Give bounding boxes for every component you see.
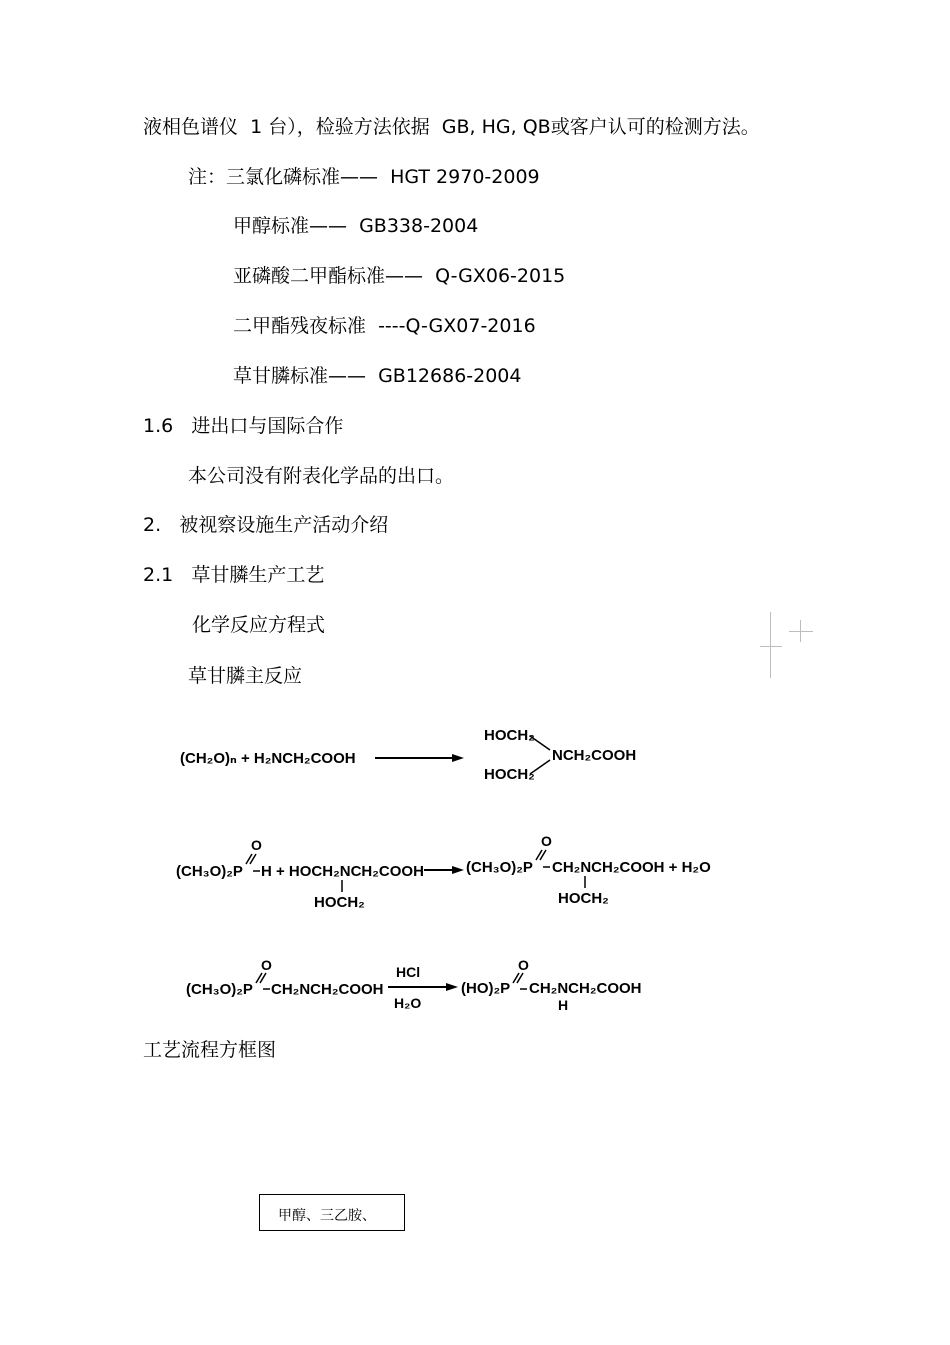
reaction-2-o-label: O bbox=[251, 837, 262, 853]
reaction-3-product-o: O bbox=[518, 957, 529, 973]
reaction-3-reactant-b: CH₂NCH₂COOH bbox=[271, 981, 384, 998]
flow-diagram-heading: 工艺流程方框图 bbox=[143, 1039, 277, 1061]
section-heading-2: 2. 被视察设施生产活动介绍 bbox=[143, 514, 389, 536]
reaction-3-product-sub: H bbox=[558, 997, 569, 1013]
main-reaction-heading: 草甘膦主反应 bbox=[188, 665, 303, 687]
crop-mark bbox=[789, 631, 813, 632]
reaction-3-below-arrow: H₂O bbox=[394, 995, 422, 1011]
dimethyl-phosphite-standard: 亚磷酸二甲酯标准—— Q-GX06-2015 bbox=[233, 265, 566, 287]
reaction-1 bbox=[170, 718, 660, 790]
section-heading-2-1: 2.1 草甘膦生产工艺 bbox=[143, 564, 325, 586]
reaction-2-reactant-b: H + HOCH₂NCH₂COOH bbox=[261, 863, 424, 880]
reaction-3 bbox=[180, 955, 660, 1017]
reaction-1-product-mid: NCH₂COOH bbox=[552, 747, 637, 764]
reaction-3-product-a: (HO)₂P bbox=[461, 980, 511, 997]
reaction-2-product-a: (CH₃O)₂P bbox=[466, 859, 533, 876]
flow-box-methanol bbox=[259, 1194, 405, 1231]
reaction-3-o-label: O bbox=[261, 957, 272, 973]
text-line-1: 液相色谱仪 1 台），检验方法依据 GB, HG, QB或客户认可的检测方法。 bbox=[143, 116, 760, 138]
reaction-2-reactant-a: (CH₃O)₂P bbox=[176, 863, 243, 880]
reaction-2-reactant-sub: HOCH₂ bbox=[314, 894, 365, 911]
section-heading-1-6: 1.6 进出口与国际合作 bbox=[143, 415, 344, 437]
reaction-3-product-b: CH₂NCH₂COOH bbox=[529, 980, 642, 997]
crop-mark bbox=[760, 646, 782, 647]
reaction-2-product-b: CH₂NCH₂COOH + H₂O bbox=[552, 859, 711, 876]
reaction-3-above-arrow: HCl bbox=[396, 964, 421, 980]
reaction-1-reactant: (CH₂O)ₙ + H₂NCH₂COOH bbox=[180, 750, 356, 767]
reaction-3-reactant-a: (CH₃O)₂P bbox=[186, 981, 253, 998]
reaction-1-arrowhead bbox=[452, 754, 464, 762]
reaction-2 bbox=[170, 832, 730, 916]
reaction-2-product-sub: HOCH₂ bbox=[558, 890, 609, 907]
residue-standard: 二甲酯残夜标准 ----Q-GX07-2016 bbox=[233, 315, 536, 337]
chem-equation-heading: 化学反应方程式 bbox=[192, 614, 326, 636]
glyphosate-standard: 草甘膦标准—— GB12686-2004 bbox=[233, 365, 522, 387]
reaction-1-product-bot: HOCH₂ bbox=[484, 766, 535, 783]
reaction-1-product-top: HOCH₂ bbox=[484, 727, 535, 744]
methanol-standard: 甲醇标准—— GB338-2004 bbox=[233, 215, 479, 237]
note-line: 注：三氯化磷标准—— HGT 2970-2009 bbox=[188, 166, 540, 188]
reaction-2-product-o: O bbox=[541, 833, 552, 849]
crop-mark bbox=[770, 612, 771, 678]
flow-box-label: 甲醇、三乙胺、 bbox=[278, 1208, 376, 1224]
export-statement: 本公司没有附表化学品的出口。 bbox=[188, 465, 455, 487]
